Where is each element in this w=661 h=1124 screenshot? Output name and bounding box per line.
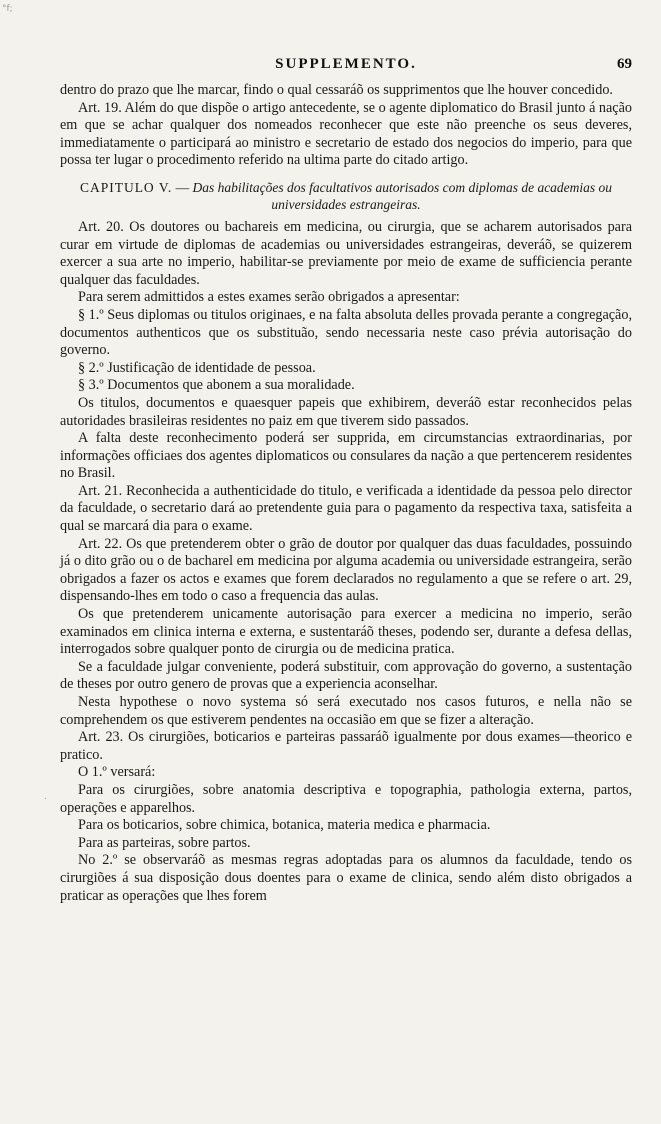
paragraph-apothecaries: Para os boticarios, sobre chimica, botanica, materia medica e pharmacia. xyxy=(78,817,491,834)
margin-mark-top: °f; xyxy=(2,4,13,14)
paragraph-continuation: dentro do prazo que lhe marcar, findo o qual cessaráõ os supprimentos que lhe houver concedido. xyxy=(60,82,613,98)
section-2: § 2.º Justificação de identidade de pessoa. xyxy=(78,359,316,376)
page-header xyxy=(60,56,632,78)
paragraph-recognition-waiver: A falta deste reconhecimento poderá ser supprida, em circumstancias extraordinarias, por informações officiaes dos agentes diplomaticos ou consulares da nação a que pertencerem residentes no Brasil. xyxy=(60,430,632,482)
chapter-title: Das habilitações dos facultativos autorisados com diplomas de academias ou universidades estrangeiras. xyxy=(192,179,613,212)
paragraph-new-system: Nesta hypothese o novo systema só será executado nos casos futuros, e nella não se comprehendem os que estiverem pendentes na occasião em que se fizer a alteração. xyxy=(60,694,632,728)
article-23: Art. 23. Os cirurgiões, boticarios e parteiras passaráõ igualmente por dous exames—theorico e pratico. xyxy=(60,729,632,763)
article-19: Art. 19. Além do que dispõe o artigo antecedente, se o agente diplomatico do Brasil junto á nação em que se achar qualquer dos nomeados reconhecer que este não preenche os seus deveres, immediatamente o participará ao ministro e secretario de estado dos negocios do imperio, para que possa ter lugar o procedimento referido na ultima parte do citado artigo. xyxy=(60,99,632,169)
paragraph-surgeons: Para os cirurgiões, sobre anatomia descriptiva e topographia, pathologia externa, partos, operações e apparelhos. xyxy=(60,781,632,816)
article-21: Art. 21. Reconhecida a authenticidade do titulo, e verificada a identidade da pessoa pelo director da faculdade, o secretario dará ao pretendente guia para o pagamento da respectiva taxa, satisfeita a qual se marcará dia para o exame. xyxy=(60,482,632,535)
margin-mark-left: . xyxy=(44,792,47,802)
page-number: 69 xyxy=(617,56,632,72)
chapter-dash: — xyxy=(175,179,190,195)
paragraph-second-exam: No 2.º se observaráõ as mesmas regras adoptadas para os alumnos da faculdade, tendo os cirurgiões á sua disposição dous doentes para o exame de clinica, sendo além disto obrigados a praticar as operações que lhes forem xyxy=(60,852,632,904)
article-20: Art. 20. Os doutores ou bachareis em medicina, ou cirurgia, que se acharem autorisados para curar em virtude de diplomas de academias ou universidades estrangeiras, deveráõ, se quizerem exercer a sua arte no imperio, habilitar-se previamente por meio de exame de sufficiencia perante qualquer das faculdades. xyxy=(60,218,632,288)
paragraph-theses-substitution: Se a faculdade julgar conveniente, poderá substituir, com approvação do governo, a sustentação de theses por outro genero de provas que a experiencia aconselhar. xyxy=(60,658,632,693)
running-title: SUPPLEMENTO. xyxy=(275,56,417,72)
paragraph-requirements-intro: Para serem admittidos a estes exames serão obrigados a apresentar: xyxy=(78,289,460,306)
article-22: Art. 22. Os que pretenderem obter o grão de doutor por qualquer das duas faculdades, possuindo já o dito grão ou o de bacharel em medicina por alguma academia ou universidade estrangeira, serão obrigados a fazer os actos e exames que forem declarados no regulamento a que se refere o art. 29, dispensando-lhes em todo o caso a frequencia das aulas. xyxy=(60,535,632,605)
paragraph-authorisation-exams: Os que pretenderem unicamente autorisação para exercer a medicina no imperio, serão examinados em clinica interna e externa, e sustentaráõ theses, podendo ser, durante a defesa dellas, interrogados sobre qualquer ponto de cirurgia ou de medicina pratica. xyxy=(60,606,632,658)
page-body xyxy=(60,82,632,905)
chapter-label: CAPITULO V. xyxy=(79,179,173,195)
section-1: § 1.º Seus diplomas ou titulos originaes, e na falta absoluta delles provada perante a congregação, documentos authenticos que os substituão, sendo necessaria neste caso prévia autorisação do governo. xyxy=(60,306,632,359)
section-3: § 3.º Documentos que abonem a sua moralidade. xyxy=(78,377,355,394)
paragraph-titles-recognition: Os titulos, documentos e quaesquer papeis que exhibirem, deveráõ estar reconhecidos pelas autoridades brasileiras residentes no paiz em que tiverem sido passados. xyxy=(60,394,632,429)
paragraph-first-exam: O 1.º versará: xyxy=(78,764,156,781)
paragraph-midwives: Para as parteiras, sobre partos. xyxy=(78,834,251,851)
chapter-heading xyxy=(60,179,632,213)
